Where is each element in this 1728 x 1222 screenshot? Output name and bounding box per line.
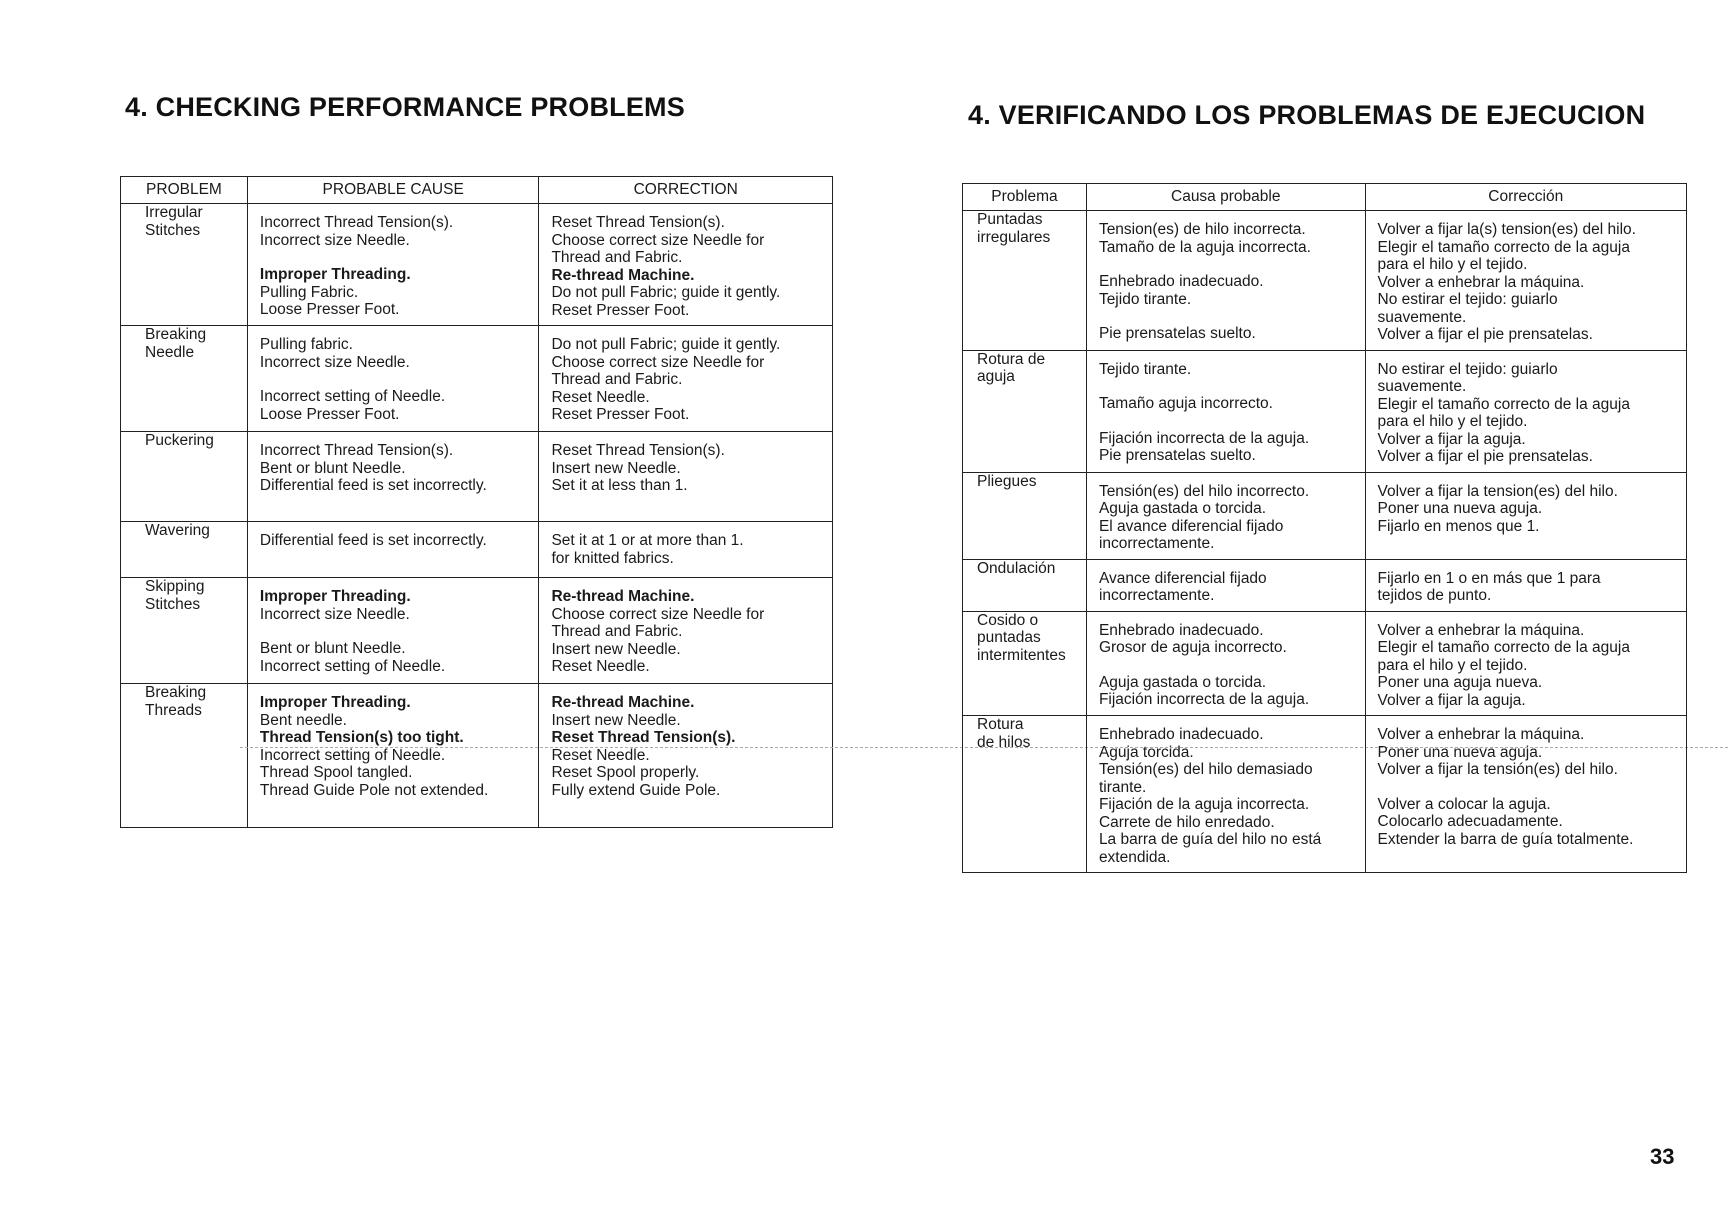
cause-line: Tensión(es) del hilo incorrecto. [1098, 482, 1310, 500]
correction-line: Reset Needle. [551, 658, 650, 675]
cause-line: Incorrect setting of Needle. [259, 746, 446, 764]
cause-line: extendida. [1098, 848, 1171, 866]
problem-cell [121, 578, 248, 684]
problem-label: Breaking [145, 326, 207, 343]
cause-line: Aguja gastada o torcida. [1098, 673, 1267, 691]
problem-label: Skipping [145, 578, 205, 595]
correction-line: Set it at 1 or at more than 1. [551, 532, 744, 549]
correction-line: Volver a enhebrar la máquina. [1377, 273, 1585, 291]
cause-cell [247, 578, 539, 684]
cause-line: Tension(es) de hilo incorrecta. [1098, 221, 1306, 238]
cause-line: Pie prensatelas suelto. [1098, 325, 1256, 342]
cause-line: incorrectamente. [1098, 535, 1215, 552]
troubleshooting-table-spanish [962, 183, 1687, 873]
correction-line: Fijarlo en 1 o en más que 1 para [1377, 569, 1601, 587]
table-header-row [963, 184, 1687, 211]
correction-line: Poner una nueva aguja. [1377, 500, 1543, 517]
problem-label: irregulares [977, 228, 1051, 246]
problem-cell [121, 432, 248, 522]
header-problem: PROBLEM [121, 177, 248, 204]
correction-line: Reset Presser Foot. [551, 301, 690, 319]
troubleshooting-table-english [120, 176, 833, 828]
problem-label: Puckering [145, 432, 214, 449]
correction-line: Reset Needle. [551, 746, 650, 764]
table-row [963, 350, 1687, 472]
correction-cell [1365, 350, 1686, 472]
correction-line: Volver a fijar el pie prensatelas. [1377, 326, 1593, 343]
header-correccion: Corrección [1365, 184, 1686, 211]
cause-cell [1086, 350, 1365, 472]
cause-line: Tejido tirante. [1098, 360, 1192, 378]
correction-cell [1365, 559, 1686, 611]
cause-line: Tamaño de la aguja incorrecta. [1098, 238, 1311, 256]
cause-line: Differential feed is set incorrectly. [259, 477, 487, 494]
table-row [121, 578, 833, 684]
correction-line: Re-thread Machine. [551, 694, 695, 711]
correction-line: Reset Presser Foot. [551, 406, 690, 423]
problem-label: Stitches [145, 221, 201, 239]
cause-line: Bent or blunt Needle. [259, 459, 406, 477]
correction-line: Extender la barra de guía totalmente. [1377, 830, 1634, 848]
cause-line: incorrectamente. [1098, 587, 1215, 604]
table-row [963, 472, 1687, 559]
problem-cell [963, 559, 1087, 611]
table-row [121, 432, 833, 522]
correction-line: Poner una nueva aguja. [1377, 743, 1543, 761]
correction-line: Volver a fijar la aguja. [1377, 430, 1526, 448]
cause-cell [1086, 611, 1365, 716]
cause-line: Pie prensatelas suelto. [1098, 447, 1256, 464]
cause-cell [247, 684, 539, 828]
cause-line: Fijación incorrecta de la aguja. [1098, 691, 1310, 708]
correction-line: Choose correct size Needle for [551, 231, 765, 249]
cause-line: Differential feed is set incorrectly. [259, 532, 487, 549]
problem-label: Threads [145, 701, 202, 719]
section-title-english: 4. CHECKING PERFORMANCE PROBLEMS [125, 92, 685, 122]
cause-line: Enhebrado inadecuado. [1098, 726, 1264, 743]
problem-cell [963, 716, 1087, 873]
cause-line: Thread Tension(s) too tight. [259, 729, 464, 746]
correction-line: para el hilo y el tejido. [1377, 656, 1528, 674]
cause-line: Pulling Fabric. [259, 283, 359, 301]
cause-line: Tejido tirante. [1098, 290, 1192, 308]
table-row [121, 326, 833, 432]
cause-line: El avance diferencial fijado [1098, 517, 1284, 535]
correction-cell [1365, 211, 1686, 351]
correction-line: suavemente. [1377, 378, 1467, 395]
problem-label: Breaking [145, 684, 207, 701]
table-row [121, 522, 833, 578]
header-correction: CORRECTION [539, 177, 833, 204]
correction-line: No estirar el tejido: guiarlo [1377, 360, 1558, 378]
cause-line: Incorrect Thread Tension(s). [259, 214, 454, 231]
correction-line: Volver a enhebrar la máquina. [1377, 621, 1585, 639]
correction-cell [539, 578, 833, 684]
correction-line: para el hilo y el tejido. [1377, 256, 1528, 273]
cause-line: Incorrect setting of Needle. [259, 388, 446, 405]
correction-line: Thread and Fabric. [551, 249, 683, 266]
correction-line: Reset Spool properly. [551, 764, 700, 781]
cause-line: Incorrect size Needle. [259, 353, 410, 371]
correction-line: Thread and Fabric. [551, 371, 683, 388]
cause-line: Tamaño aguja incorrecto. [1098, 395, 1273, 412]
cause-line: Loose Presser Foot. [259, 405, 400, 423]
problem-cell [963, 611, 1087, 716]
correction-line: Elegir el tamaño correcto de la aguja [1377, 238, 1630, 256]
problem-label: Needle [145, 343, 195, 361]
cause-cell [247, 522, 539, 578]
cause-line: Enhebrado inadecuado. [1098, 621, 1264, 639]
problem-cell [121, 522, 248, 578]
cause-cell [1086, 472, 1365, 559]
line-spacer [260, 371, 531, 388]
problem-label: puntadas [977, 629, 1041, 646]
correction-line: Thread and Fabric. [551, 623, 683, 640]
cause-line: Incorrect setting of Needle. [259, 657, 446, 675]
cause-line: Aguja gastada o torcida. [1098, 500, 1267, 517]
correction-cell [1365, 716, 1686, 873]
cause-line: Carrete de hilo enredado. [1098, 813, 1275, 831]
table-row [963, 611, 1687, 716]
correction-line: Re-thread Machine. [551, 266, 695, 284]
correction-line: Choose correct size Needle for [551, 605, 765, 623]
problem-label: Irregular [145, 204, 203, 221]
line-spacer [1099, 413, 1357, 430]
cause-line: Incorrect size Needle. [259, 605, 410, 623]
cause-cell [1086, 559, 1365, 611]
table-header-row [121, 177, 833, 204]
correction-line: Volver a fijar la aguja. [1377, 691, 1526, 709]
cause-line: Fijación de la aguja incorrecta. [1098, 796, 1310, 813]
correction-line: Re-thread Machine. [551, 588, 695, 605]
section-title-spanish: 4. VERIFICANDO LOS PROBLEMAS DE EJECUCION [968, 100, 1646, 130]
correction-line: Volver a fijar la tension(es) del hilo. [1377, 482, 1618, 500]
cause-line: Bent needle. [259, 711, 347, 729]
cause-cell [247, 326, 539, 432]
correction-line: Do not pull Fabric; guide it gently. [551, 336, 781, 353]
correction-line: tejidos de punto. [1377, 587, 1492, 604]
line-spacer [1099, 657, 1357, 674]
problem-cell [963, 350, 1087, 472]
cause-line: Grosor de aguja incorrecto. [1098, 639, 1287, 656]
correction-line: Choose correct size Needle for [551, 353, 765, 371]
correction-line: Set it at less than 1. [551, 477, 688, 494]
correction-line: Reset Needle. [551, 388, 650, 406]
line-spacer [1099, 256, 1357, 273]
problem-label: Wavering [145, 522, 210, 539]
correction-line: Volver a fijar la(s) tension(es) del hilo. [1377, 221, 1636, 238]
header-problema: Problema [963, 184, 1087, 211]
correction-cell [1365, 472, 1686, 559]
cause-line: Enhebrado inadecuado. [1098, 273, 1264, 290]
problem-label: intermitentes [977, 646, 1066, 664]
correction-cell [539, 326, 833, 432]
problem-cell [121, 204, 248, 326]
problem-label: Ondulación [977, 559, 1056, 577]
problem-cell [963, 211, 1087, 351]
cause-line: Fijación incorrecta de la aguja. [1098, 429, 1310, 447]
header-causa-probable: Causa probable [1086, 184, 1365, 211]
problem-label: Stitches [145, 595, 201, 613]
problem-label: Puntadas [977, 211, 1043, 228]
correction-line: No estirar el tejido: guiarlo [1377, 291, 1558, 308]
correction-line: Fully extend Guide Pole. [551, 781, 721, 799]
cause-line: Avance diferencial fijado [1098, 569, 1267, 587]
correction-line: Do not pull Fabric; guide it gently. [551, 284, 781, 301]
table-row [963, 211, 1687, 351]
correction-cell [539, 522, 833, 578]
table-row [963, 559, 1687, 611]
line-spacer [1099, 308, 1357, 325]
correction-line: Reset Thread Tension(s). [551, 214, 725, 231]
table-row [121, 684, 833, 828]
problem-cell [963, 472, 1087, 559]
correction-cell [539, 204, 833, 326]
line-spacer [1099, 378, 1357, 395]
problem-label: aguja [977, 368, 1015, 385]
correction-line: Volver a fijar la tensión(es) del hilo. [1377, 761, 1618, 778]
cause-line: Improper Threading. [259, 694, 411, 711]
problem-label: de hilos [977, 733, 1031, 751]
correction-line: Colocarlo adecuadamente. [1377, 813, 1563, 830]
cause-cell [247, 204, 539, 326]
line-spacer [260, 249, 531, 266]
correction-line: Elegir el tamaño correcto de la aguja [1377, 639, 1630, 656]
correction-line: Insert new Needle. [551, 711, 681, 729]
cause-line: La barra de guía del hilo no está [1098, 831, 1322, 848]
cause-line: Improper Threading. [259, 588, 411, 605]
problem-cell [121, 684, 248, 828]
page-number: 33 [1650, 1144, 1675, 1169]
cause-line: Aguja torcida. [1098, 743, 1194, 761]
correction-cell [539, 432, 833, 522]
cause-line: Improper Threading. [259, 266, 411, 283]
cause-line: Incorrect size Needle. [259, 231, 410, 249]
cause-cell [1086, 211, 1365, 351]
correction-line: Insert new Needle. [551, 459, 681, 477]
header-probable-cause: PROBABLE CAUSE [247, 177, 539, 204]
cause-line: Thread Guide Pole not extended. [259, 781, 489, 799]
line-spacer [1378, 779, 1678, 796]
correction-line: Volver a fijar el pie prensatelas. [1377, 448, 1593, 465]
table-row [121, 204, 833, 326]
cause-cell [247, 432, 539, 522]
correction-line: Fijarlo en menos que 1. [1377, 517, 1540, 535]
cause-line: tirante. [1098, 778, 1147, 796]
correction-cell [1365, 611, 1686, 716]
cause-line: Bent or blunt Needle. [259, 640, 406, 657]
line-spacer [260, 623, 531, 640]
correction-line: Reset Thread Tension(s). [551, 729, 736, 746]
correction-line: Volver a enhebrar la máquina. [1377, 726, 1585, 743]
cause-line: Pulling fabric. [259, 336, 353, 353]
correction-line: for knitted fabrics. [551, 549, 674, 567]
correction-line: suavemente. [1377, 308, 1467, 326]
problem-label: Rotura de [977, 350, 1046, 368]
cause-cell [1086, 716, 1365, 873]
cause-line: Loose Presser Foot. [259, 301, 400, 318]
correction-cell [539, 684, 833, 828]
table-row [963, 716, 1687, 873]
correction-line: Poner una aguja nueva. [1377, 674, 1543, 691]
problem-label: Cosido o [977, 611, 1039, 629]
correction-line: Volver a colocar la aguja. [1377, 795, 1551, 813]
cause-line: Thread Spool tangled. [259, 764, 413, 781]
cause-line: Tensión(es) del hilo demasiado [1098, 761, 1313, 778]
correction-line: Insert new Needle. [551, 640, 681, 658]
cause-line: Incorrect Thread Tension(s). [259, 442, 454, 459]
correction-line: para el hilo y el tejido. [1377, 413, 1528, 430]
problem-label: Pliegues [977, 472, 1037, 490]
correction-line: Elegir el tamaño correcto de la aguja [1377, 395, 1630, 413]
problem-cell [121, 326, 248, 432]
correction-line: Reset Thread Tension(s). [551, 442, 725, 459]
problem-label: Rotura [977, 716, 1024, 733]
